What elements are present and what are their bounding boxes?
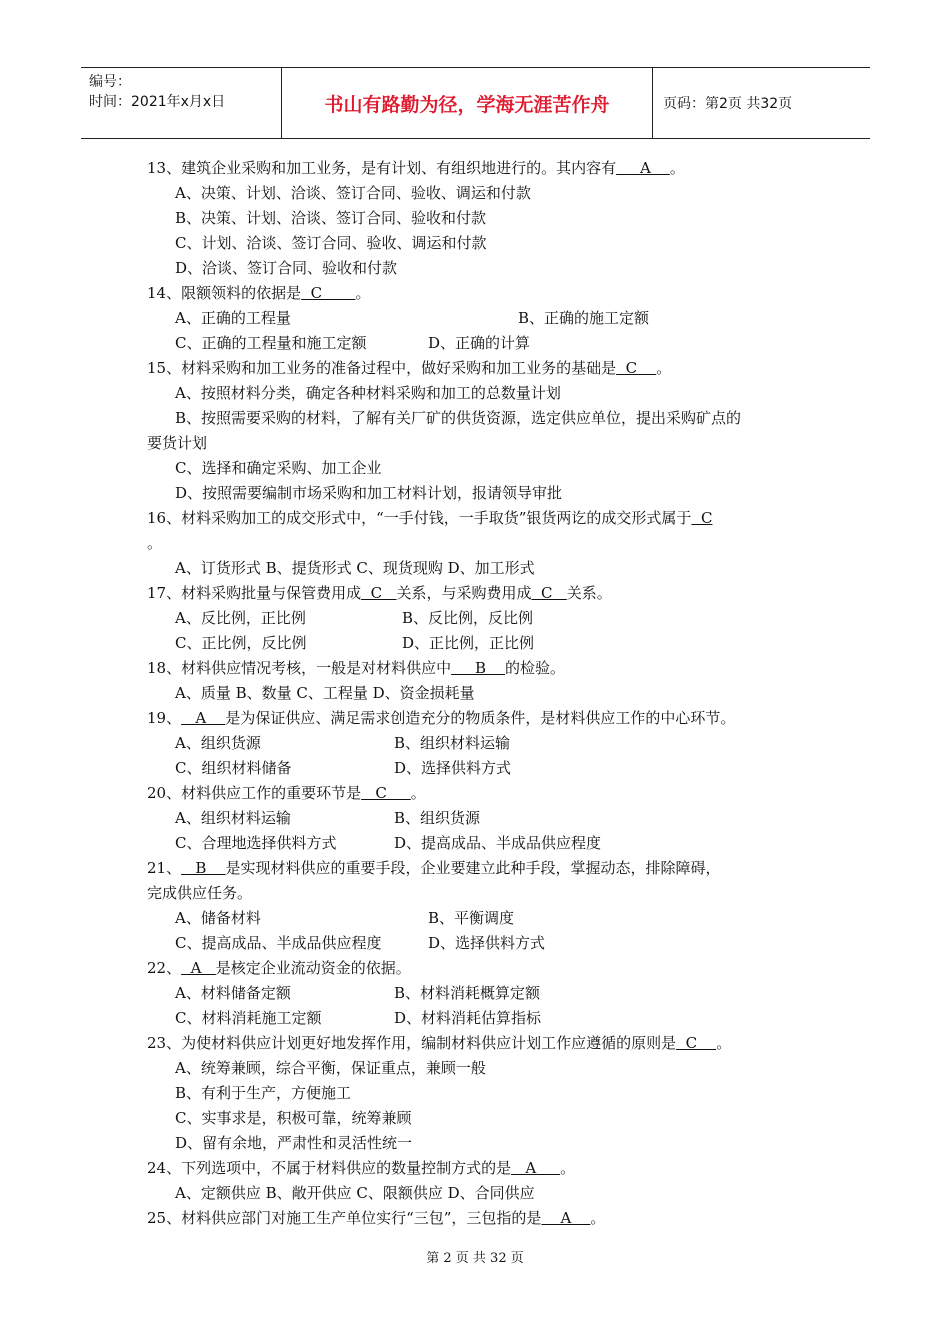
option: B、材料消耗概算定额 [394, 984, 541, 1002]
option: A、决策、计划、洽谈、签订合同、验收、调运和付款 [175, 184, 531, 202]
code-label: 编号： [89, 74, 131, 90]
option: C、选择和确定采购、加工企业 [175, 459, 382, 477]
option: D、正比例，正比例 [402, 634, 535, 652]
answer-blank: C [361, 784, 411, 802]
option: C、计划、洽谈、签订合同、验收、调运和付款 [175, 234, 487, 252]
option: A、按照材料分类，确定各种材料采购和加工的总数量计划 [175, 384, 561, 402]
question-14: 14、限额领料的依据是 C 。 [147, 284, 371, 302]
option: D、选择供料方式 [394, 759, 512, 777]
date-label: 时间：2021年x月x日 [89, 94, 226, 110]
option: A、订货形式 B、提货形式 C、现货现购 D、加工形式 [175, 559, 535, 577]
option: A、反比例，正比例 [175, 609, 306, 627]
answer-blank: C [676, 1034, 717, 1052]
answer-blank: C [616, 359, 657, 377]
option: A、定额供应 B、敞开供应 C、限额供应 D、合同供应 [175, 1184, 535, 1202]
answer-blank: A [181, 709, 226, 727]
answer-blank: C [531, 584, 567, 602]
answer-blank: A [511, 1159, 561, 1177]
option: B、按照需要采购的材料，了解有关厂矿的供货资源，选定供应单位，提出采购矿点的 [175, 409, 742, 427]
question-20: 20、材料供应工作的重要环节是 C 。 [147, 784, 426, 802]
question-21: 21、 B 是实现材料供应的重要手段，企业要建立此种手段，掌握动态，排除障碍， [147, 859, 721, 877]
option: D、选择供料方式 [428, 934, 546, 952]
option: B、决策、计划、洽谈、签订合同、验收和付款 [175, 209, 487, 227]
option: D、提高成品、半成品供应程度 [394, 834, 602, 852]
option: B、反比例，反比例 [402, 609, 534, 627]
header-motto: 书山有路勤为径，学海无涯苦作舟 [282, 68, 653, 138]
answer-blank: B [181, 859, 226, 877]
question-22: 22、 A 是核定企业流动资金的依据。 [147, 959, 411, 977]
option: D、按照需要编制市场采购和加工材料计划，报请领导审批 [175, 484, 563, 502]
option: D、材料消耗估算指标 [394, 1009, 542, 1027]
question-23: 23、为使材料供应计划更好地发挥作用，编制材料供应计划工作应遵循的原则是 C 。 [147, 1034, 732, 1052]
option: B、平衡调度 [428, 909, 515, 927]
option: D、洽谈、签订合同、验收和付款 [175, 259, 398, 277]
option: D、正确的计算 [428, 334, 531, 352]
option: A、组织材料运输 [175, 809, 291, 827]
page-header [81, 67, 870, 139]
page-footer: 第 2 页 共 32 页 [426, 1251, 524, 1266]
option: A、统筹兼顾，综合平衡，保证重点，兼顾一般 [175, 1059, 486, 1077]
answer-blank: A [181, 959, 216, 977]
option: C、合理地选择供料方式 [175, 834, 337, 852]
option: B、有利于生产，方便施工 [175, 1084, 352, 1102]
option: D、留有余地，严肃性和灵活性统一 [175, 1134, 413, 1152]
option: C、实事求是，积极可靠，统筹兼顾 [175, 1109, 412, 1127]
answer-blank: C [301, 284, 356, 302]
header-page-info: 页码：第2页 共32页 [663, 96, 793, 112]
answer-blank: A [541, 1209, 591, 1227]
option: A、质量 B、数量 C、工程量 D、资金损耗量 [175, 684, 475, 702]
option: A、正确的工程量 [175, 309, 291, 327]
answer-blank: C [361, 584, 397, 602]
option: C、材料消耗施工定额 [175, 1009, 322, 1027]
question-18: 18、材料供应情况考核，一般是对材料供应中 B 的检验。 [147, 659, 566, 677]
question-16-continued: 。 [147, 534, 163, 552]
header-meta [81, 68, 282, 138]
option: B、组织货源 [394, 809, 481, 827]
option: C、提高成品、半成品供应程度 [175, 934, 382, 952]
question-15: 15、材料采购和加工业务的准备过程中，做好采购和加工业务的基础是 C 。 [147, 359, 672, 377]
option: B、组织材料运输 [394, 734, 511, 752]
option: B、正确的施工定额 [518, 309, 650, 327]
option: A、材料储备定额 [175, 984, 291, 1002]
option-continued: 要货计划 [147, 434, 208, 452]
question-24: 24、下列选项中，不属于材料供应的数量控制方式的是 A 。 [147, 1159, 576, 1177]
option: A、组织货源 [175, 734, 261, 752]
answer-blank: C [691, 509, 713, 527]
option: C、正确的工程量和施工定额 [175, 334, 367, 352]
question-25: 25、材料供应部门对施工生产单位实行“三包”，三包指的是 A 。 [147, 1209, 606, 1227]
option: C、组织材料储备 [175, 759, 292, 777]
option: C、正比例，反比例 [175, 634, 307, 652]
question-21-continued: 完成供应任务。 [147, 884, 253, 902]
question-13: 13、建筑企业采购和加工业务，是有计划、有组织地进行的。其内容有 A 。 [147, 159, 685, 177]
answer-blank: A [616, 159, 670, 177]
question-19: 19、 A 是为保证供应、满足需求创造充分的物质条件，是材料供应工作的中心环节。 [147, 709, 736, 727]
question-17: 17、材料采购批量与保管费用成 C 关系，与采购费用成 C 关系。 [147, 584, 612, 602]
option: A、储备材料 [175, 909, 261, 927]
answer-blank: B [451, 659, 506, 677]
question-16: 16、材料采购加工的成交形式中，“一手付钱，一手取货”银货两讫的成交形式属于 C [147, 509, 713, 527]
